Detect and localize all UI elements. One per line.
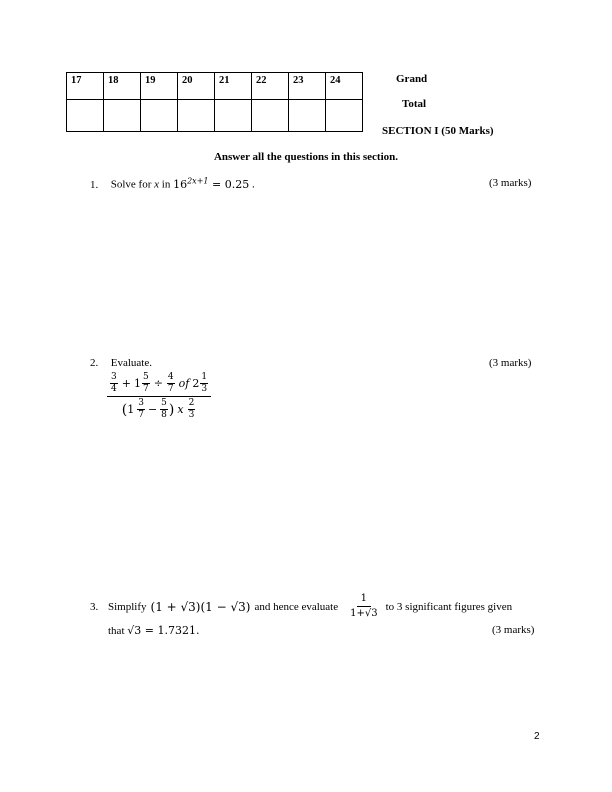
question-text: Evaluate.	[110, 357, 152, 369]
expression: (1 + √3)(1 − √3)	[150, 599, 251, 614]
fraction: $\frac{5}{8}$	[161, 398, 167, 420]
score-table-blank-row	[67, 100, 363, 132]
section-title: SECTION I (50 Marks)	[382, 125, 494, 137]
equation-exponent: 2x+1	[187, 176, 209, 185]
equation-base: 16	[173, 177, 188, 191]
variable: x	[154, 178, 160, 191]
score-header-cell: 20	[178, 73, 215, 100]
question-1-marks: (3 marks)	[489, 177, 532, 189]
score-blank-cell	[326, 100, 363, 132]
complex-fraction-numerator: $\frac{3}{4}$ + 1 $\frac{5}{7}$ ÷ $\frac{4}{7}$ of 2 $\frac{1}{3}$	[107, 373, 211, 397]
question-3-marks: (3 marks)	[492, 624, 535, 636]
score-blank-cell	[104, 100, 141, 132]
question-2-marks: (3 marks)	[489, 357, 532, 369]
total-label: Total	[402, 98, 427, 110]
question-number: 1.	[90, 178, 99, 191]
fraction: $\frac{4}{7}$	[167, 372, 174, 394]
fraction: $\frac{2}{3}$	[188, 398, 195, 420]
question-text: Solve for	[110, 178, 152, 191]
score-header-cell: 18	[104, 73, 141, 100]
question-number: 3.	[90, 600, 99, 613]
score-blank-cell	[141, 100, 178, 132]
fraction: $\frac{3}{4}$	[111, 372, 117, 394]
question-text: to 3 significant figures given	[385, 600, 513, 613]
fraction: $\frac{1}{1+√3}$	[350, 593, 378, 619]
score-header-cell: 23	[289, 73, 326, 100]
fraction: $\frac{5}{7}$	[142, 372, 149, 394]
question-3	[90, 594, 512, 619]
score-blank-cell	[67, 100, 104, 132]
score-table	[66, 72, 363, 132]
score-header-cell: 19	[141, 73, 178, 100]
question-number: 2.	[90, 357, 99, 369]
question-text: Simplify	[108, 600, 147, 613]
score-blank-cell	[215, 100, 252, 132]
page-number: 2	[534, 731, 540, 742]
score-header-cell: 21	[215, 73, 252, 100]
equation	[173, 178, 249, 191]
question-text: and hence evaluate	[254, 600, 339, 613]
instruction: Answer all the questions in this section.	[213, 151, 399, 163]
score-header-cell: 22	[252, 73, 289, 100]
score-header-cell: 17	[67, 73, 104, 100]
fraction: $\frac{3}{7}$	[138, 398, 144, 420]
grand-label: Grand	[396, 73, 428, 85]
question-3-line-2	[108, 624, 199, 637]
expression: √3 = 1.7321.	[127, 624, 200, 637]
equation-rhs: = 0.25	[212, 177, 250, 191]
question-2	[90, 357, 152, 369]
question-1	[90, 176, 255, 191]
score-blank-cell	[289, 100, 326, 132]
question-text: that	[108, 625, 125, 637]
fraction: $\frac{1}{3}$	[201, 372, 208, 394]
question-text: .	[251, 178, 255, 191]
score-blank-cell	[178, 100, 215, 132]
complex-fraction	[107, 373, 211, 420]
score-header-cell: 24	[326, 73, 363, 100]
score-table-header-row	[67, 73, 363, 100]
question-text: in	[161, 178, 171, 191]
score-blank-cell	[252, 100, 289, 132]
complex-fraction-denominator: ( 1 $\frac{3}{7}$ − $\frac{5}{8}$ ) x $\frac{2}{3}$	[121, 398, 195, 420]
